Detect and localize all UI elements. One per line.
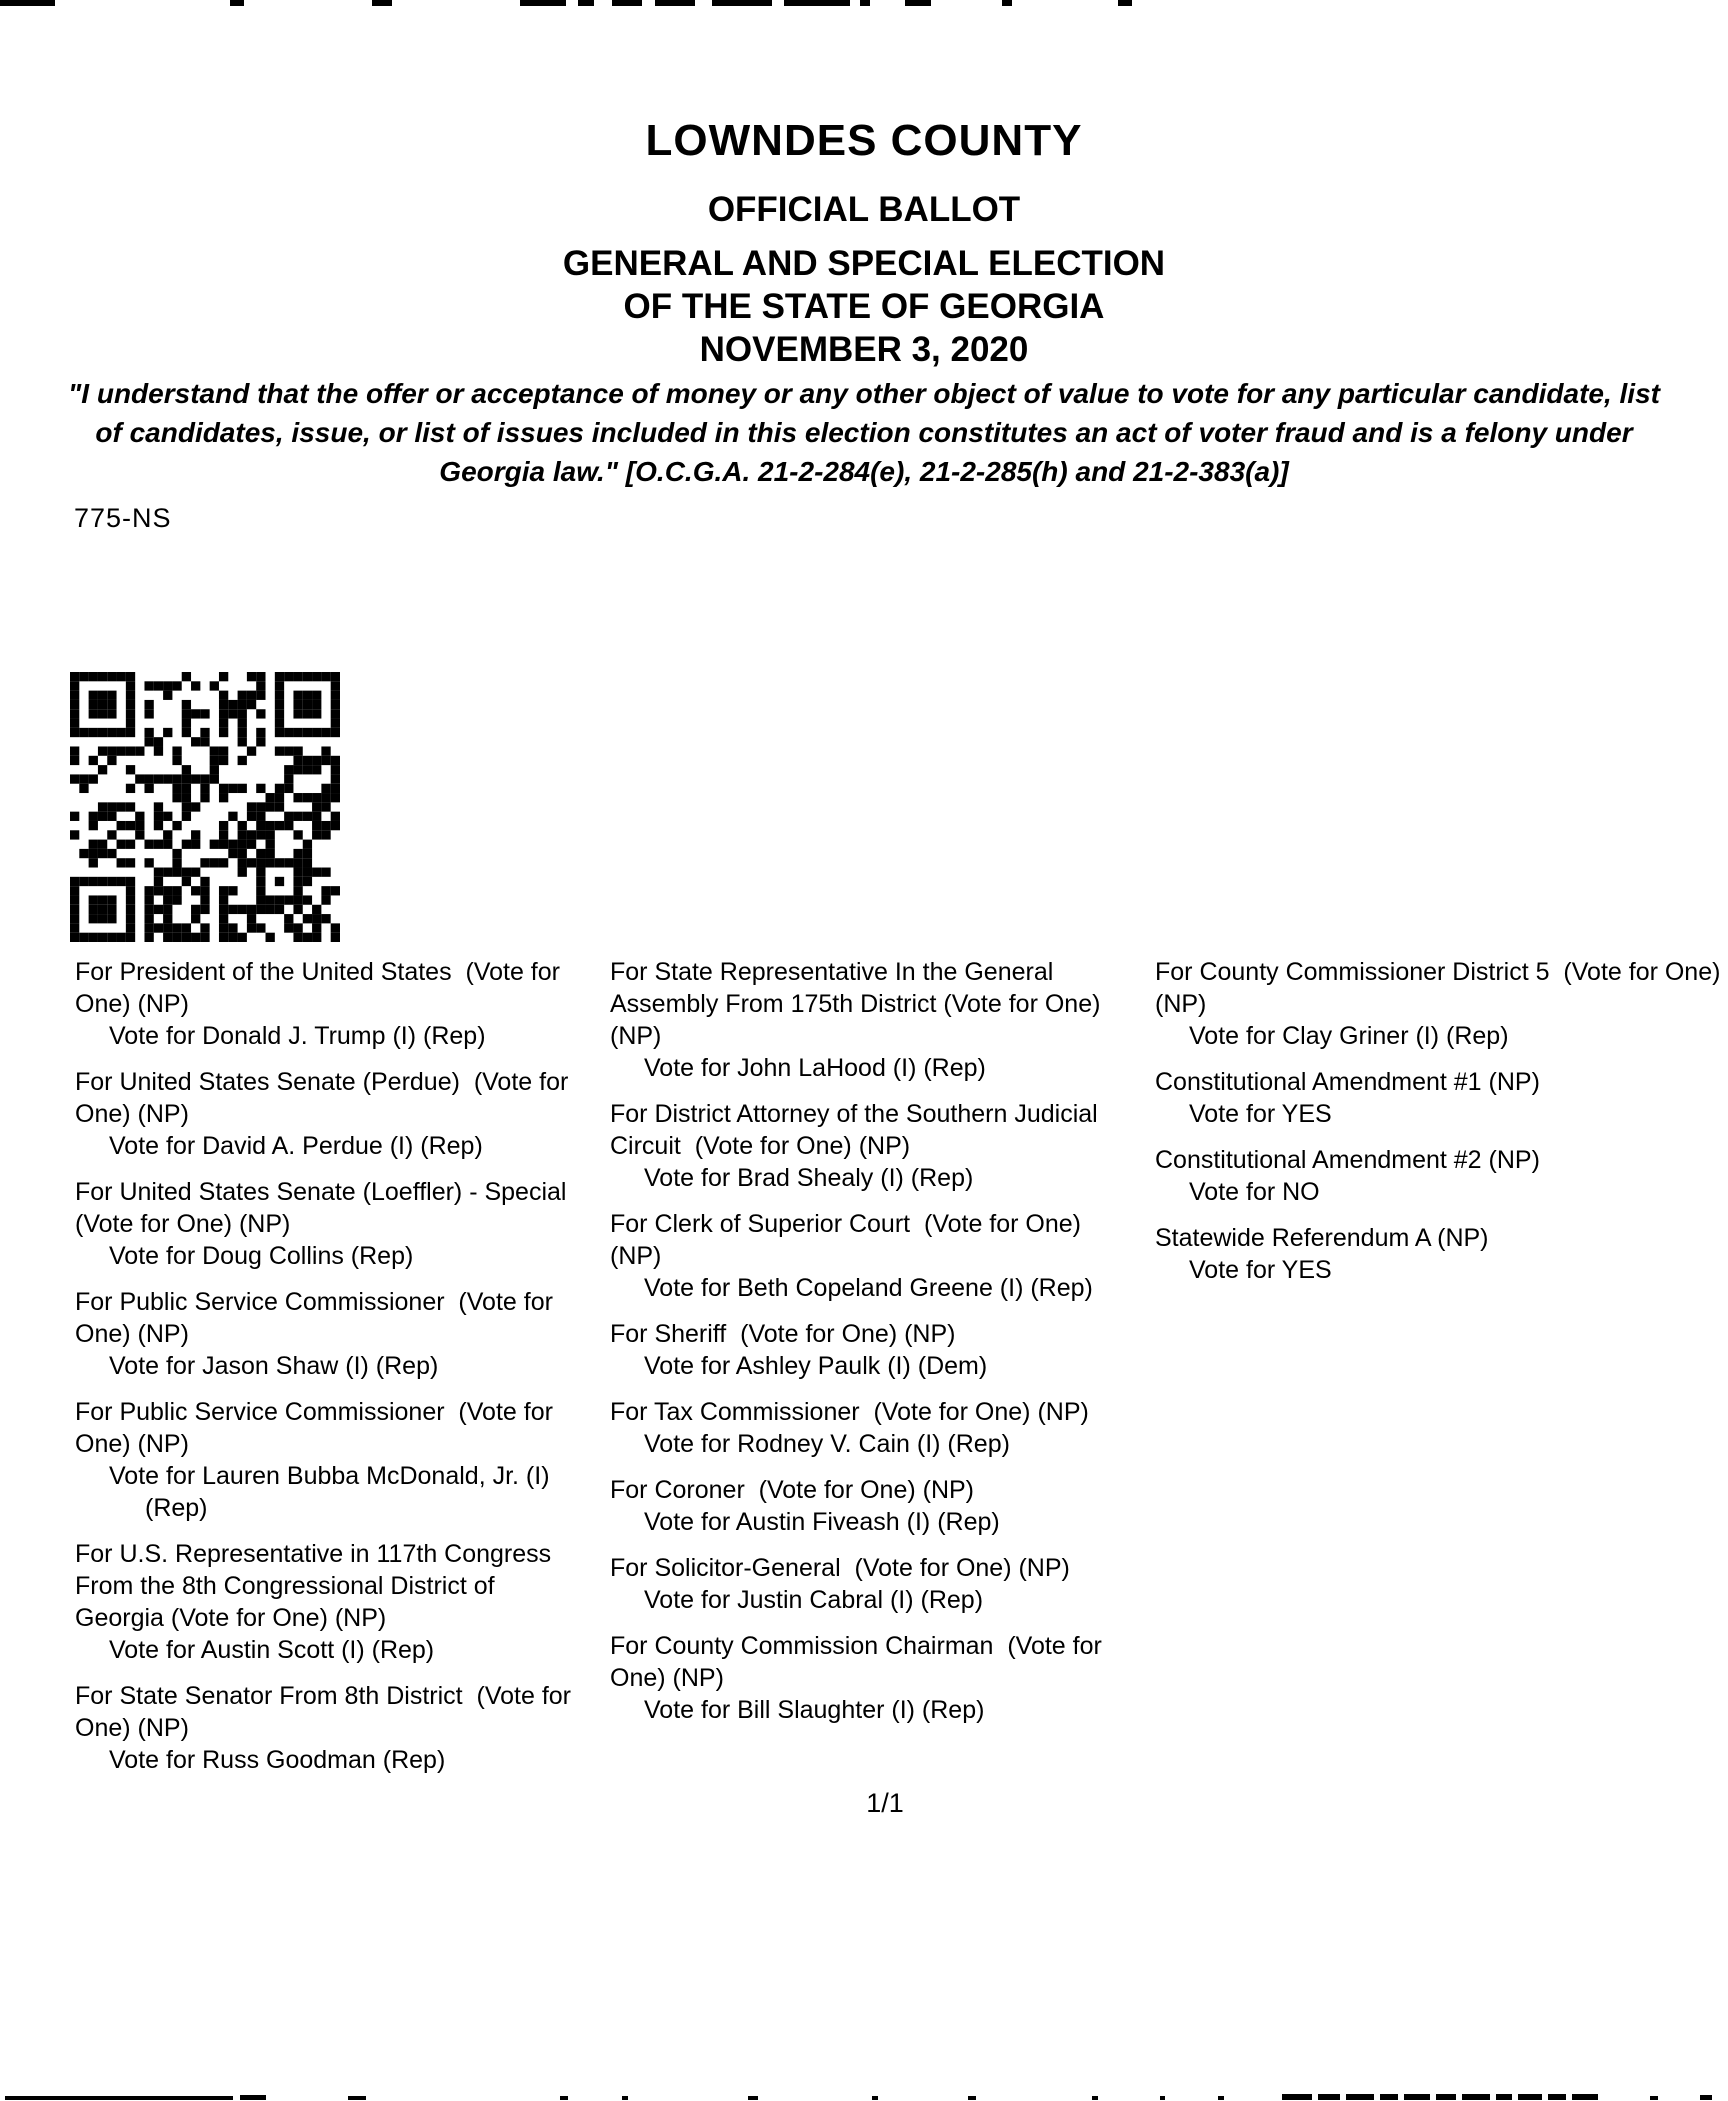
- page-number: 1/1: [866, 1788, 904, 1818]
- contest: [75, 1538, 580, 1666]
- contest-title: For State Senator From 8th District (Vote for One) (NP): [75, 1682, 578, 1742]
- contest-vote-selection: Vote for Austin Fiveash (I) (Rep): [644, 1508, 1000, 1536]
- contest-vote-selection: Vote for Lauren Bubba McDonald, Jr. (I) (Rep): [109, 1462, 557, 1522]
- contest-title: Constitutional Amendment #1 (NP): [1155, 1068, 1540, 1096]
- scan-artifact: [1572, 2094, 1598, 2100]
- scan-artifact: [560, 2096, 568, 2100]
- scan-artifact: [240, 2095, 266, 2100]
- scan-artifact: [1118, 0, 1132, 6]
- scan-artifact: [612, 0, 642, 6]
- contest-column-2: [610, 956, 1125, 1790]
- scan-artifact: [655, 0, 695, 6]
- contest-vote-selection: Vote for David A. Perdue (I) (Rep): [109, 1132, 483, 1160]
- contest: [610, 1630, 1125, 1726]
- contest: [75, 1176, 580, 1272]
- scan-artifact: [0, 0, 55, 6]
- scan-artifact: [1092, 2096, 1098, 2100]
- contest-columns: [75, 956, 1728, 1790]
- contest: [610, 1098, 1125, 1194]
- contest-vote-selection: Vote for Ashley Paulk (I) (Dem): [644, 1352, 988, 1380]
- contest-vote-selection: Vote for NO: [1189, 1178, 1320, 1206]
- election-title-line2: OF THE STATE OF GEORGIA: [623, 287, 1105, 326]
- contest-column-1: [75, 956, 580, 1790]
- contest-vote-selection: Vote for YES: [1189, 1256, 1332, 1284]
- scan-artifact: [1404, 2094, 1430, 2100]
- scan-artifact: [968, 2096, 976, 2100]
- scan-artifact: [1462, 2094, 1490, 2100]
- scan-artifact: [1002, 0, 1012, 6]
- scan-artifact: [748, 2096, 758, 2100]
- contest-vote-selection: Vote for Bill Slaughter (I) (Rep): [644, 1696, 985, 1724]
- voter-fraud-notice: "I understand that the offer or acceptance of money or any other object of value to vote for any particular candidate, list of candidates, issue, or list of issues included in this election constitutes an act of voter fraud and is a felony under Georgia law." [O.C.G.A. 21-2-284(e), 21-2-285(h) and 21-2-383(a)]: [68, 378, 1660, 487]
- contest-vote-selection: Vote for Doug Collins (Rep): [109, 1242, 414, 1270]
- scan-artifact: [1496, 2094, 1512, 2100]
- contest-title: For County Commission Chairman (Vote for One) (NP): [610, 1632, 1109, 1692]
- contest-title: For Clerk of Superior Court (Vote for One) (NP): [610, 1210, 1088, 1270]
- election-title-line1: GENERAL AND SPECIAL ELECTION: [562, 244, 1166, 283]
- scan-artifact: [905, 0, 931, 6]
- contest-title: Constitutional Amendment #2 (NP): [1155, 1146, 1540, 1174]
- contest: [610, 1396, 1125, 1460]
- contest-title: For United States Senate (Loeffler) - Special (Vote for One) (NP): [75, 1178, 581, 1238]
- contest-vote-selection: Vote for YES: [1189, 1100, 1332, 1128]
- contest-vote-selection: Vote for Jason Shaw (I) (Rep): [109, 1352, 439, 1380]
- scan-artifact: [872, 2096, 878, 2100]
- contest: [1155, 1066, 1725, 1130]
- scan-artifact: [372, 0, 392, 6]
- contest-title: For Coroner (Vote for One) (NP): [610, 1476, 975, 1504]
- contest: [1155, 1144, 1725, 1208]
- scan-artifact: [520, 0, 566, 6]
- contest: [610, 1474, 1125, 1538]
- contest: [75, 1066, 580, 1162]
- scan-artifact: [622, 2096, 628, 2100]
- county-title: LOWNDES COUNTY: [645, 116, 1083, 165]
- contest: [75, 1396, 580, 1524]
- scan-artifact: [578, 0, 594, 6]
- contest-title: For Public Service Commissioner (Vote for One) (NP): [75, 1398, 560, 1458]
- contest: [610, 956, 1125, 1084]
- scan-artifact: [1282, 2094, 1312, 2100]
- contest-title: For Public Service Commissioner (Vote for One) (NP): [75, 1288, 560, 1348]
- contest: [75, 956, 580, 1052]
- contest-vote-selection: Vote for Rodney V. Cain (I) (Rep): [644, 1430, 1010, 1458]
- scan-artifact: [784, 0, 850, 6]
- contest: [75, 1286, 580, 1382]
- scan-artifact: [5, 2096, 233, 2100]
- contest-title: For President of the United States (Vote for One) (NP): [75, 958, 567, 1018]
- scan-artifact: [230, 0, 244, 6]
- contest-title: For U.S. Representative in 117th Congress From the 8th Congressional District of Georgia (Vote for One) (NP): [75, 1540, 559, 1632]
- contest-title: For District Attorney of the Southern Judicial Circuit (Vote for One) (NP): [610, 1100, 1105, 1160]
- contest-vote-selection: Vote for Russ Goodman (Rep): [109, 1746, 446, 1774]
- scan-artifact: [348, 2096, 366, 2100]
- contest: [610, 1552, 1125, 1616]
- scan-artifact: [1518, 2094, 1542, 2100]
- scan-artifact: [1318, 2094, 1340, 2100]
- scan-artifact: [1160, 2096, 1165, 2100]
- contest-title: For County Commissioner District 5 (Vote for One) (NP): [1155, 958, 1728, 1018]
- election-date: NOVEMBER 3, 2020: [699, 330, 1029, 369]
- scan-artifact: [1346, 2094, 1374, 2100]
- scan-artifact: [1548, 2094, 1566, 2100]
- scan-artifact: [1650, 2096, 1658, 2100]
- scan-artifact: [1380, 2094, 1398, 2100]
- contest-vote-selection: Vote for John LaHood (I) (Rep): [644, 1054, 986, 1082]
- contest: [610, 1208, 1125, 1304]
- contest-title: For Solicitor-General (Vote for One) (NP): [610, 1554, 1070, 1582]
- contest-column-3: [1155, 956, 1728, 1790]
- contest: [1155, 956, 1728, 1052]
- qr-code: [70, 672, 340, 942]
- contest: [610, 1318, 1125, 1382]
- scan-artifact: [712, 0, 772, 6]
- contest-vote-selection: Vote for Brad Shealy (I) (Rep): [644, 1164, 974, 1192]
- ballot-type-title: OFFICIAL BALLOT: [707, 190, 1021, 229]
- contest-title: For State Representative In the General Assembly From 175th District (Vote for One) (NP): [610, 958, 1108, 1050]
- scan-artifact: [1700, 2095, 1712, 2100]
- contest: [75, 1680, 580, 1776]
- scan-artifact: [1436, 2094, 1456, 2100]
- scan-artifact: [860, 0, 870, 6]
- contest-title: Statewide Referendum A (NP): [1155, 1224, 1489, 1252]
- scan-artifact: [1218, 2096, 1224, 2100]
- contest-vote-selection: Vote for Clay Griner (I) (Rep): [1189, 1022, 1509, 1050]
- contest-vote-selection: Vote for Donald J. Trump (I) (Rep): [109, 1022, 486, 1050]
- ballot-style-code: 775-NS: [74, 503, 172, 533]
- contest-vote-selection: Vote for Beth Copeland Greene (I) (Rep): [644, 1274, 1093, 1302]
- contest-title: For Tax Commissioner (Vote for One) (NP): [610, 1398, 1089, 1426]
- contest-title: For United States Senate (Perdue) (Vote for One) (NP): [75, 1068, 576, 1128]
- contest-vote-selection: Vote for Justin Cabral (I) (Rep): [644, 1586, 984, 1614]
- contest-title: For Sheriff (Vote for One) (NP): [610, 1320, 956, 1348]
- contest: [1155, 1222, 1725, 1286]
- contest-vote-selection: Vote for Austin Scott (I) (Rep): [109, 1636, 435, 1664]
